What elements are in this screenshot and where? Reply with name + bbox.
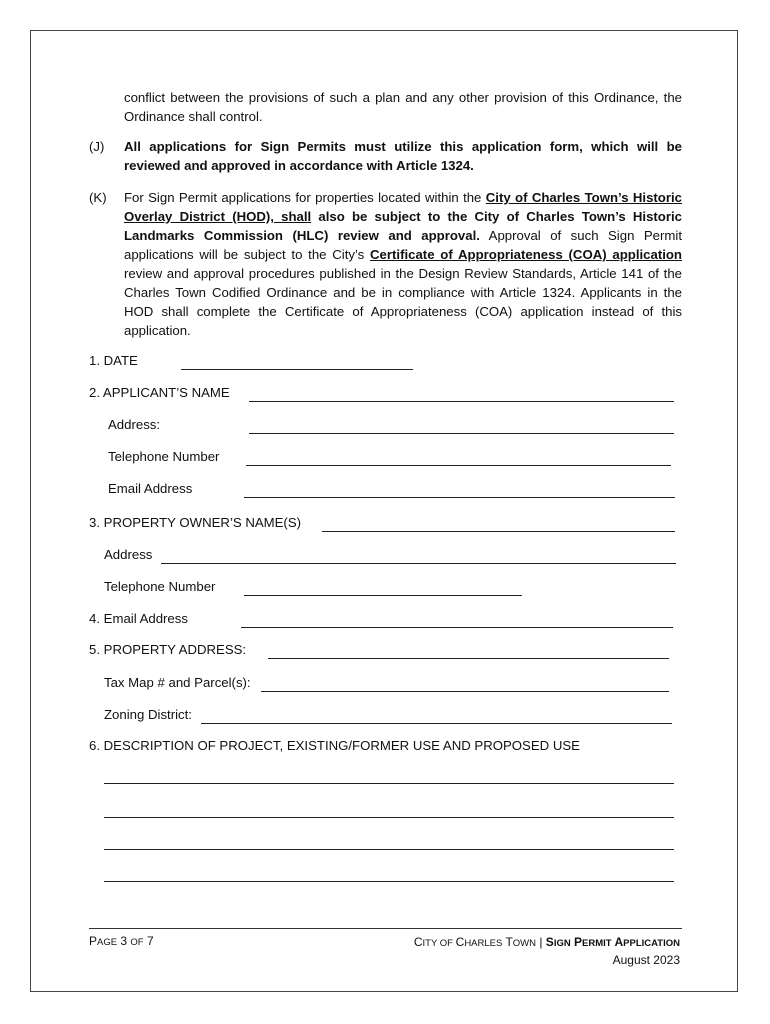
- applicant-name-label: 2. APPLICANT’S NAME: [89, 385, 230, 400]
- property-address-label: 5. PROPERTY ADDRESS:: [89, 642, 247, 657]
- description-line-4[interactable]: [104, 881, 674, 882]
- owner-name-field[interactable]: [322, 531, 675, 532]
- item-j-text: All applications for Sign Permits must utilize this application form, which will be reviewed and approved in accordance with Article 1324.: [124, 139, 682, 173]
- item-k-marker: (K): [89, 190, 107, 205]
- property-address-field[interactable]: [268, 658, 669, 659]
- owner-email-field[interactable]: [241, 627, 673, 628]
- description-line-2[interactable]: [104, 817, 674, 818]
- applicant-email-label: Email Address: [108, 481, 193, 496]
- applicant-email-field[interactable]: [244, 497, 675, 498]
- owner-address-field[interactable]: [161, 563, 676, 564]
- owner-phone-field[interactable]: [244, 595, 522, 596]
- applicant-address-label: Address:: [108, 417, 161, 432]
- applicant-address-field[interactable]: [249, 433, 674, 434]
- tax-map-label: Tax Map # and Parcel(s):: [104, 675, 251, 690]
- footer-title-line: CITY OF CHARLES TOWN | SIGN PERMIT APPLICATION: [413, 935, 680, 949]
- item-j-marker: (J): [89, 139, 105, 154]
- document-page: [30, 30, 738, 992]
- owner-address-label: Address: [104, 547, 153, 562]
- zoning-label: Zoning District:: [104, 707, 192, 722]
- coa-link: Certificate of Appropriateness (COA) application: [370, 247, 682, 262]
- item-k-text: For Sign Permit applications for properties located within the City of Charles Town’s Historic Overlay District (HOD), shall also be subject to the City of Charles Town’s Historic Landmarks Commission (HLC) review and approval. Approval of such Sign Permit applications will be subject to the City’s Certificate of Appropriateness (COA) application review and approval procedures published in the Design Review Standards, Article 141 of the Charles Town Codified Ordinance and be in compliance with Article 1324. Applicants in the HOD shall complete the Certificate of Appropriateness (COA) application instead of this application.: [124, 190, 682, 338]
- description-line-3[interactable]: [104, 849, 674, 850]
- applicant-phone-label: Telephone Number: [108, 449, 220, 464]
- owner-name-label: 3. PROPERTY OWNER’S NAME(S): [89, 515, 302, 530]
- footer-divider: [89, 928, 682, 929]
- footer-document-title: [414, 934, 680, 968]
- intro-text: conflict between the provisions of such a plan and any other provision of this Ordinance, the Ordinance shall control.: [124, 90, 682, 124]
- zoning-field[interactable]: [201, 723, 672, 724]
- footer-date: August 2023: [612, 953, 680, 967]
- date-label: 1. DATE: [89, 353, 138, 368]
- owner-email-label: 4. Email Address: [89, 611, 188, 626]
- description-line-1[interactable]: [104, 783, 674, 784]
- page-number: PAGE 3 OF 7: [89, 934, 154, 948]
- description-label: 6. DESCRIPTION OF PROJECT, EXISTING/FORMER USE AND PROPOSED USE: [89, 738, 580, 753]
- owner-phone-label: Telephone Number: [104, 579, 216, 594]
- date-field[interactable]: [181, 369, 413, 370]
- tax-map-field[interactable]: [261, 691, 669, 692]
- applicant-phone-field[interactable]: [246, 465, 671, 466]
- hod-link: City of Charles Town’s Historic Overlay District (HOD), shall: [124, 190, 682, 224]
- applicant-name-field[interactable]: [249, 401, 674, 402]
